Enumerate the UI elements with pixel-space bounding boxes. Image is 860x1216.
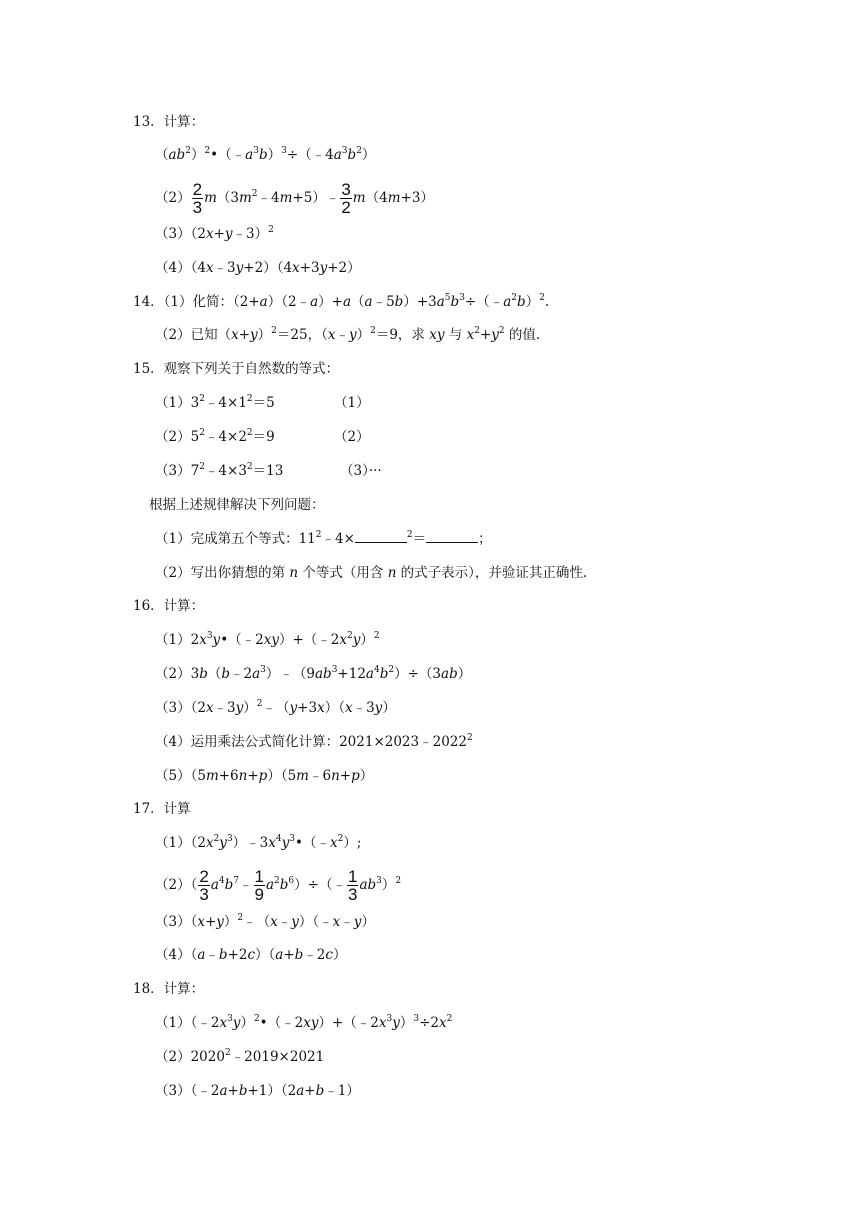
q16-part3: （3）（2x﹣3y）$^2$﹣（y+3x）（x﹣3y） — [155, 699, 396, 716]
q16-part4: （4）运用乘法公式简化计算：$2021\times 2023﹣2022^2$ — [155, 733, 473, 750]
q16-part2: $(2)3b(b﹣2a^3)﹣(9ab^3+12a^4b^2)\div(3ab)$ — [155, 665, 472, 682]
q17-part3: $(3)(x+y)^2﹣(x﹣y)(﹣x﹣y)$ — [155, 913, 375, 930]
q15-eq1: $(1)3^2﹣4\times 1^2=5$ — [155, 394, 275, 411]
q15-instruction: 根据上述规律解决下列问题： — [149, 497, 325, 513]
q18-part1: $(1)(﹣2x^3y)^2•(﹣2xy)+(﹣2x^3y)^3\div 2x^2$ — [155, 1014, 453, 1031]
fraction: $\frac{3}{2}$ — [341, 180, 351, 217]
q17-part2: （2）（ $\frac{2}{3}$ $a^4b^7﹣$ $\frac{1}{9}$ $a^2b^6)\div(﹣$ $\frac{1}{3}$ $ab^3)^2$ — [155, 867, 402, 904]
answer-blank[interactable] — [355, 530, 407, 543]
q15-title: 15．观察下列关于自然数的等式： — [133, 361, 340, 377]
q17-part4: （4）（a﹣b+2c）（a+b﹣2c） — [155, 947, 347, 963]
q13-part2: （2） $\frac{2}{3}$ $m(3m^2﹣4m+5)﹣$ $\frac{3}{2}$ m（4m+3） — [155, 180, 434, 217]
q16-part1: $(1)2x^3y•(﹣2xy)+(﹣2x^2y)^2$ — [155, 631, 380, 648]
q18-title: 18．计算： — [133, 981, 205, 997]
q13-part4: （4）（4x﹣3y+2）（4x+3y+2） — [155, 260, 361, 276]
q16-title: 16．计算： — [133, 598, 205, 614]
q14-part2: （2）已知$(x+y)^2=25$，（x﹣y）$^2$＝9，求 xy 与 $x^2+y^2$ 的值. — [155, 326, 541, 343]
fraction: $\frac{2}{3}$ — [192, 180, 203, 217]
q15-eq3-tag: （3）··· — [340, 463, 382, 479]
q18-part2: $(2)2020^2﹣2019\times 2021$ — [155, 1048, 325, 1065]
q15-eq3: $(3)7^2﹣4\times 3^2=13$ — [155, 462, 284, 479]
q14-title: 14．（1）化简：$(2+a)(2﹣a)+a(a﹣5b)+3a^5b^3\div(﹣a^2b)^2$. — [133, 293, 550, 310]
q15-part1: （1）完成第五个等式：$11^2﹣4\times ^2=$ ； — [155, 530, 492, 547]
q15-eq2-tag: （2） — [334, 429, 370, 445]
fraction: $\frac{1}{3}$ — [347, 867, 358, 904]
q17-part1: $(1)(2x^2y^3)﹣3x^4y^3•(﹣x^2)$; — [155, 834, 362, 851]
q13-part1: $(ab^2)^2•(﹣a^3b)^3\div(﹣4a^3b^2)$ — [155, 146, 376, 163]
fraction: $\frac{2}{3}$ — [199, 867, 209, 904]
q17-title: 17．计算 — [133, 801, 191, 817]
answer-blank[interactable] — [426, 530, 478, 543]
q16-part5: （5）（5m+6n+p）（5m﹣6n+p） — [155, 768, 374, 784]
q15-eq2: $(2)5^2﹣4\times 2^2=9$ — [155, 428, 275, 445]
fraction: $\frac{1}{9}$ — [254, 867, 264, 904]
q18-part3: （3）（﹣2a+b+1）（2a+b﹣1） — [155, 1083, 360, 1099]
q13-part3: （3）（2x+y﹣3）$^2$ — [155, 225, 274, 242]
q15-eq1-tag: （1） — [334, 395, 370, 411]
q15-part2: （2）写出你猜想的第 n 个等式（用含 n 的式子表示），并验证其正确性. — [155, 565, 588, 581]
q13-title: 13．计算： — [133, 114, 205, 130]
